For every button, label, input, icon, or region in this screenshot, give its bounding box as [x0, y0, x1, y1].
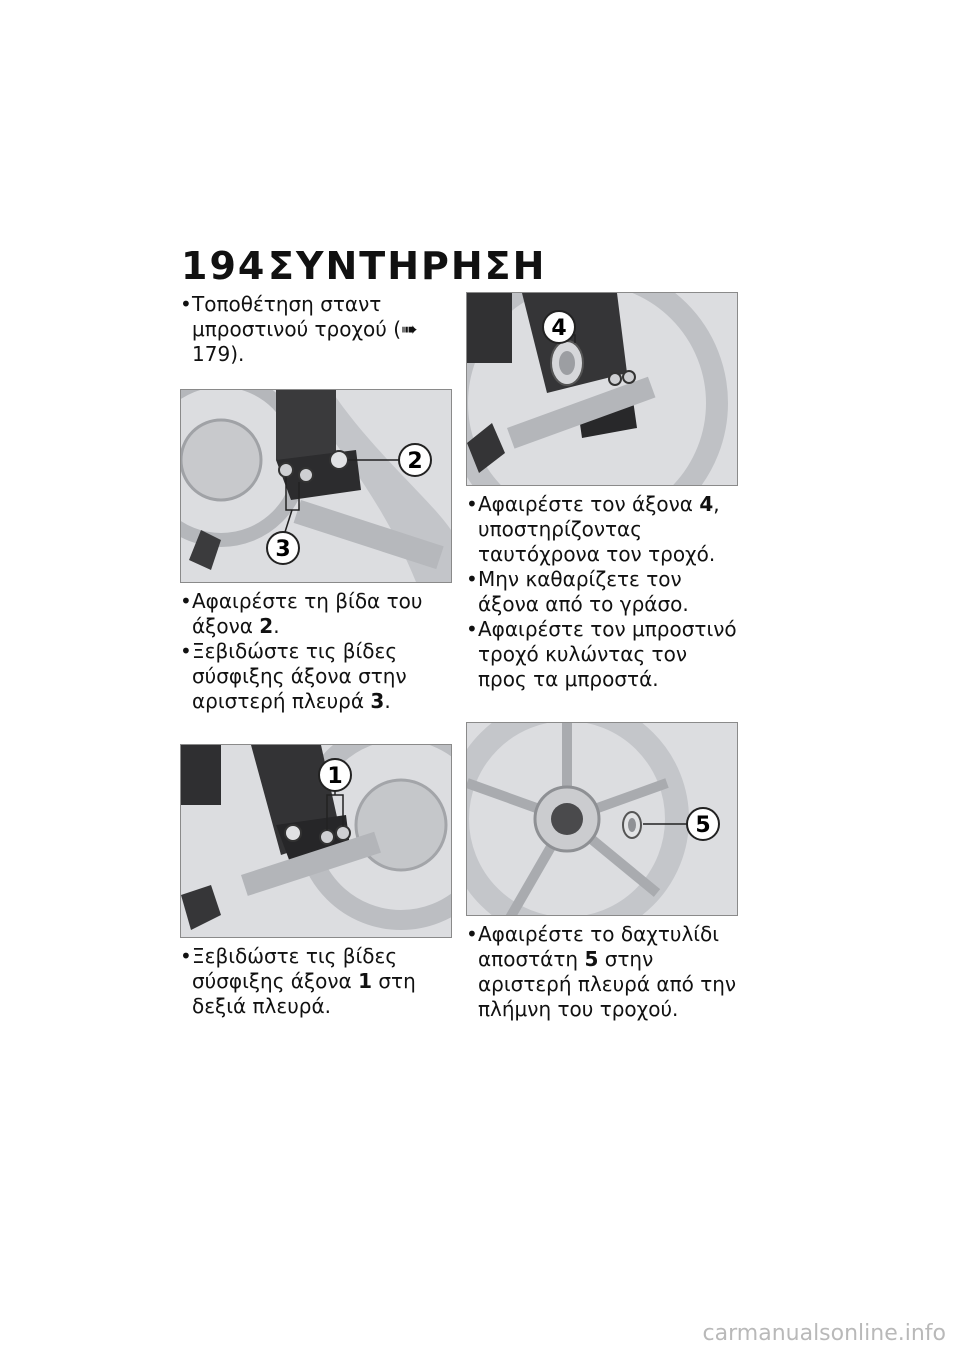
instruction-remove-axle: • Αφαιρέστε τον άξονα 4, υποστηρίζοντας ταυτόχρονα τον τροχό. — [466, 492, 738, 567]
figure-axle-removal — [466, 292, 738, 486]
callout-1-label: 1 — [327, 764, 343, 789]
figure-spacer-ring — [466, 722, 738, 916]
left-column — [180, 292, 452, 1019]
callout-4-label: 4 — [551, 316, 567, 341]
reference-arrow-icon: ➠ — [401, 317, 418, 341]
instruction-roll-wheel-forward: • Αφαιρέστε τον μπροστινό τροχό κυλώντας τον προς τα μπροστά. — [466, 617, 738, 692]
page-reference-link[interactable]: 179 — [192, 342, 231, 366]
spacer-ring-illustration — [467, 723, 737, 915]
callout-3-label: 3 — [275, 537, 291, 562]
instruction-remove-spacer-ring: • Αφαιρέστε το δαχτυλίδι αποστάτη 5 στην αριστερή πλευρά από την πλήμνη του τροχού. — [466, 922, 738, 1022]
axle-removal-illustration — [467, 293, 737, 485]
figure-right-clamp-screws — [180, 744, 452, 938]
axle-screws-illustration — [181, 390, 451, 582]
instruction-do-not-clean-grease: • Μην καθαρίζετε τον άξονα από το γράσο. — [466, 567, 738, 617]
section-title: ΣΥΝΤΗΡΗΣΗ — [268, 244, 547, 288]
page-header — [181, 244, 546, 288]
callout-5-label: 5 — [695, 813, 711, 838]
instruction-remove-axle-bolt: • Αφαιρέστε τη βίδα του άξονα 2. — [180, 589, 452, 639]
right-clamp-illustration — [181, 745, 451, 937]
instruction-mount-stand: • Τοποθέτηση σταντ μπροστινού τροχού (➠ 179). — [180, 292, 452, 367]
page-number: 194 — [181, 244, 267, 288]
callout-2-label: 2 — [407, 449, 423, 474]
instruction-loosen-left-screws: • Ξεβιδώστε τις βίδες σύσφιξης άξονα στην αριστερή πλευρά 3. — [180, 639, 452, 714]
site-watermark: carmanualsonline.info — [702, 1321, 946, 1346]
instruction-loosen-right-screws: • Ξεβιδώστε τις βίδες σύσφιξης άξονα 1 στη δεξιά πλευρά. — [180, 944, 452, 1019]
right-column — [466, 292, 738, 1022]
figure-axle-screws — [180, 389, 452, 583]
